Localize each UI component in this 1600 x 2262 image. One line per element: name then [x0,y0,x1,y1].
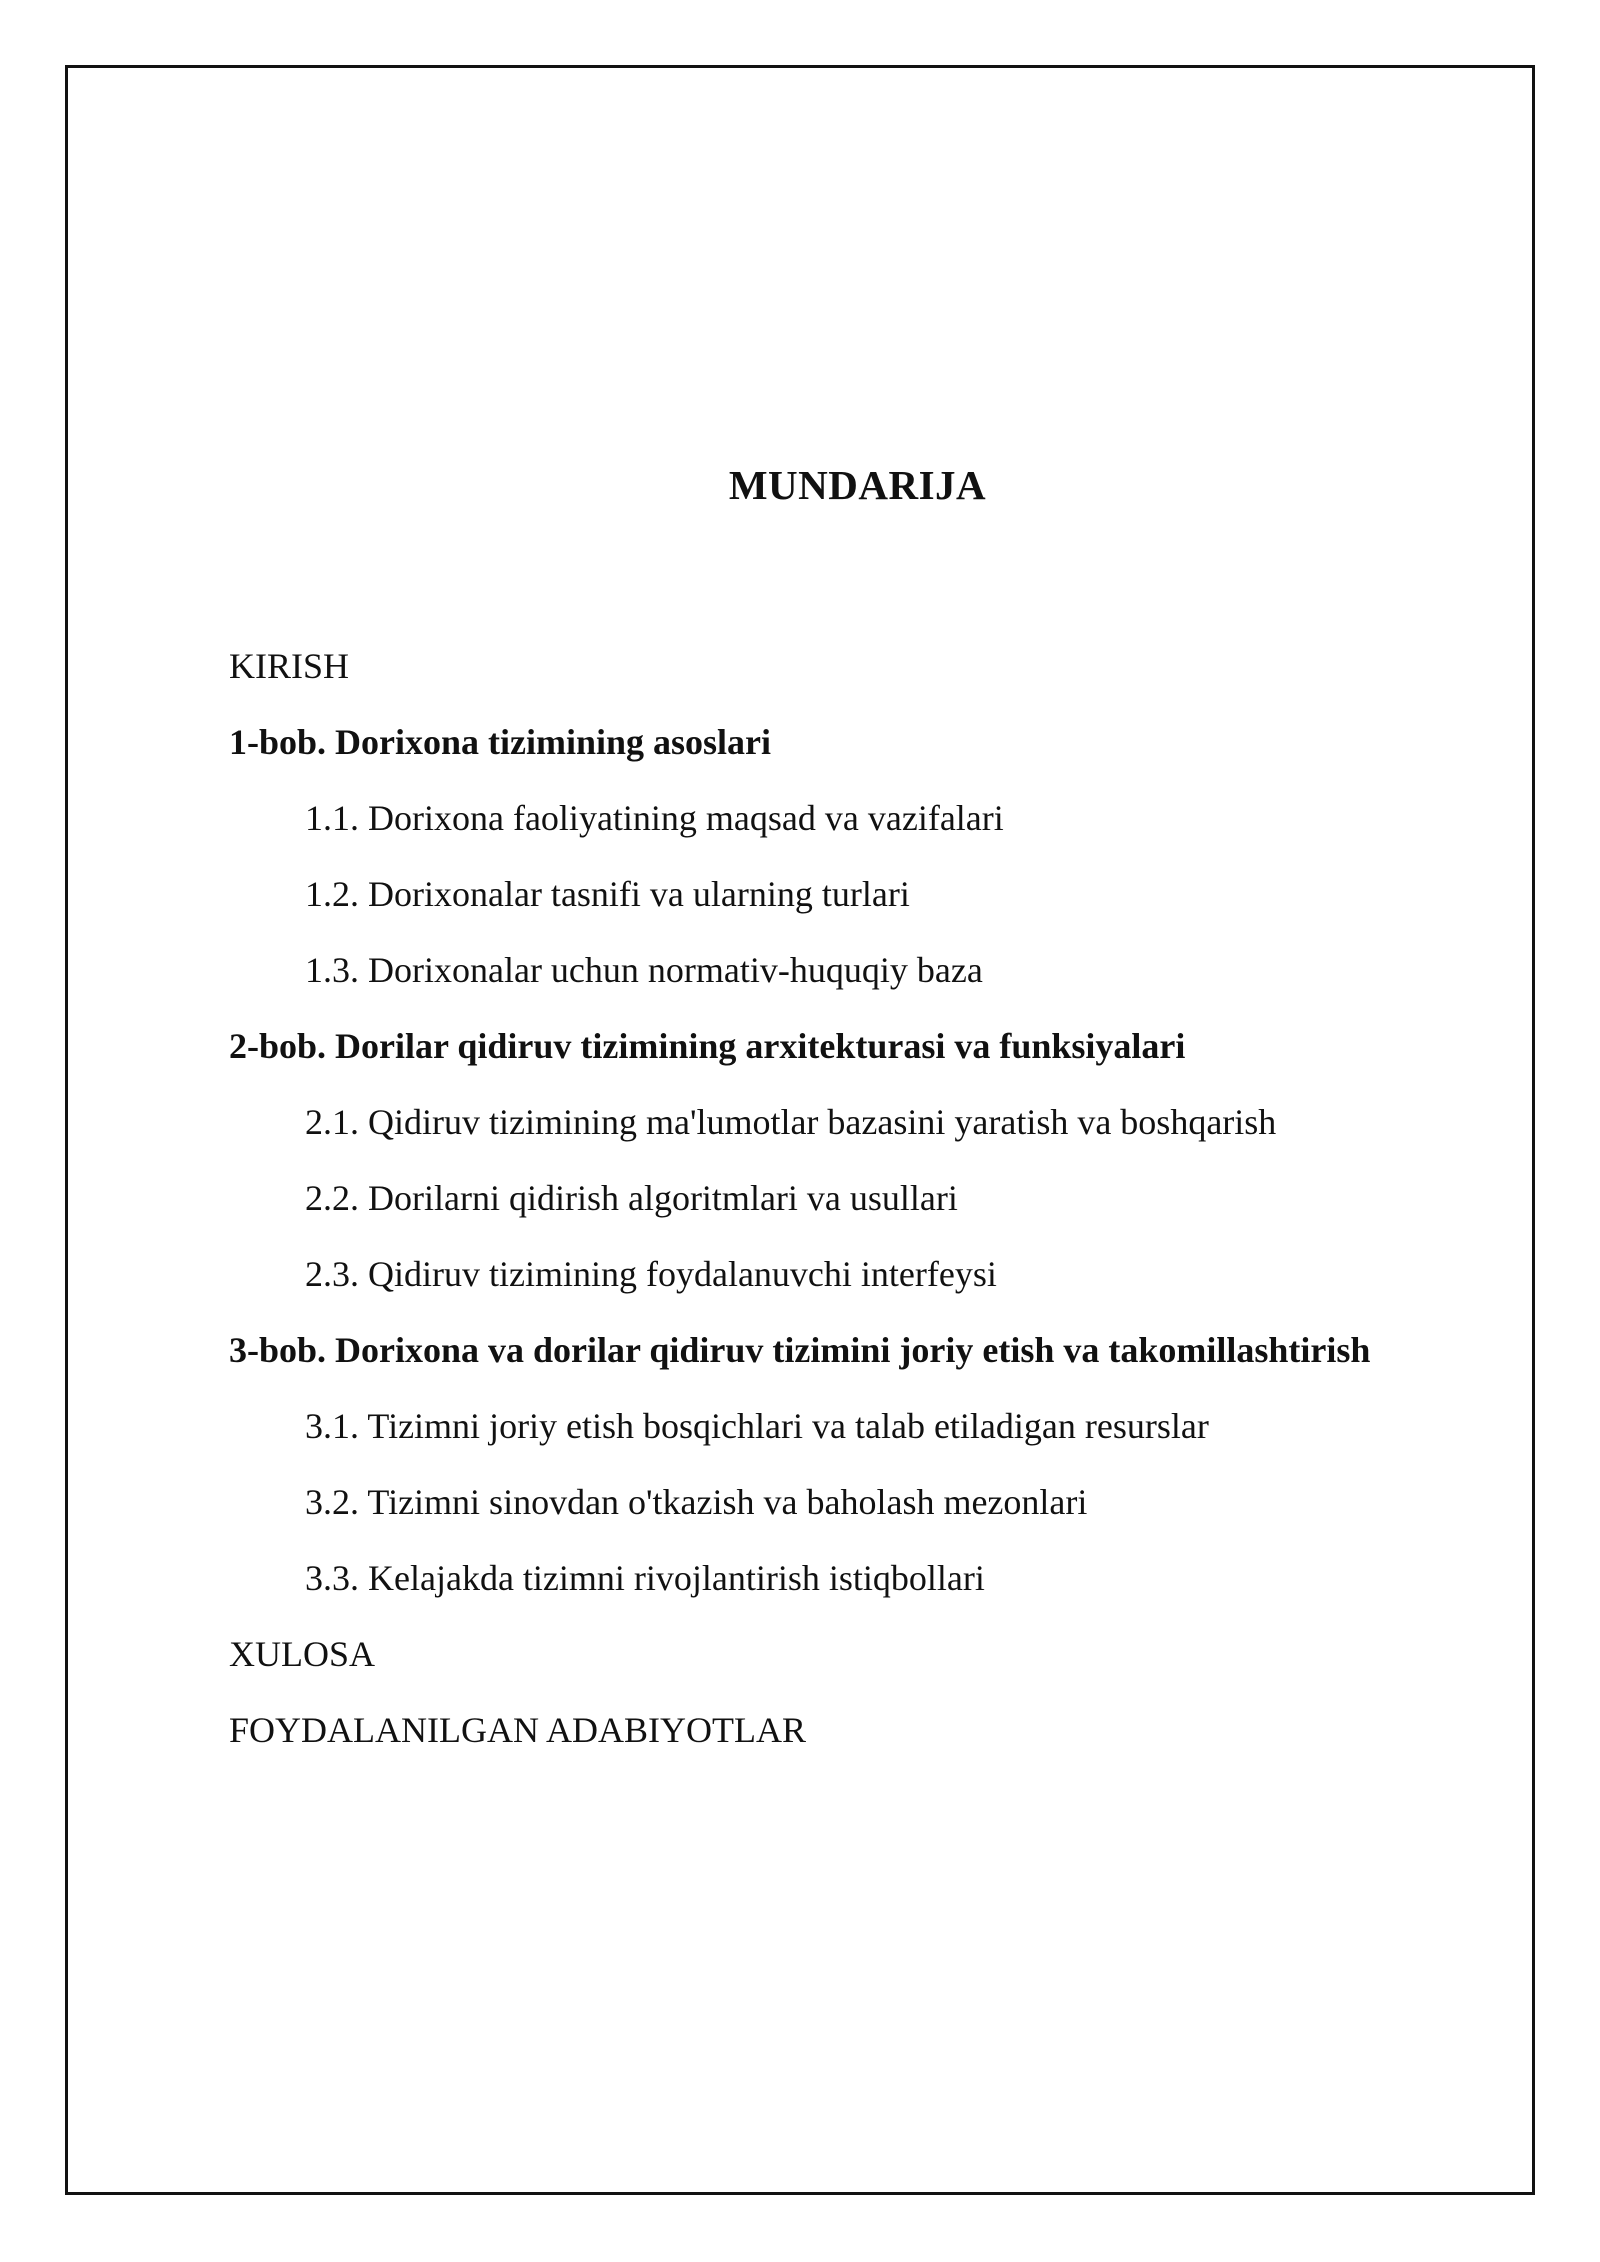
toc-subsection-1-3: 1.3. Dorixonalar uchun normativ-huquqiy baza [305,950,983,990]
toc-item-references: FOYDALANILGAN ADABIYOTLAR [229,1710,806,1750]
toc-subsection-3-1: 3.1. Tizimni joriy etish bosqichlari va talab etiladigan resurslar [305,1406,1209,1446]
toc-chapter-2: 2-bob. Dorilar qidiruv tizimining arxitekturasi va funksiyalari [229,1026,1186,1066]
toc-subsection-3-3: 3.3. Kelajakda tizimni rivojlantirish istiqbollari [305,1558,985,1598]
toc-subsection-2-1: 2.1. Qidiruv tizimining ma'lumotlar bazasini yaratish va boshqarish [305,1102,1277,1142]
toc-item-introduction: KIRISH [229,646,350,686]
toc-chapter-1: 1-bob. Dorixona tizimining asoslari [229,722,772,762]
toc-chapter-3: 3-bob. Dorixona va dorilar qidiruv tizimini joriy etish va takomillashtirish [229,1330,1371,1370]
toc-subsection-2-3: 2.3. Qidiruv tizimining foydalanuvchi interfeysi [305,1254,997,1294]
toc-subsection-1-1: 1.1. Dorixona faoliyatining maqsad va vazifalari [305,798,1004,838]
toc-subsection-3-2: 3.2. Tizimni sinovdan o'tkazish va baholash mezonlari [305,1482,1088,1522]
toc-subsection-1-2: 1.2. Dorixonalar tasnifi va ularning turlari [305,874,910,914]
table-of-contents [229,638,1519,1778]
toc-subsection-2-2: 2.2. Dorilarni qidirish algoritmlari va usullari [305,1178,958,1218]
page-title: MUNDARIJA [728,462,987,508]
toc-item-conclusion: XULOSA [229,1634,376,1674]
